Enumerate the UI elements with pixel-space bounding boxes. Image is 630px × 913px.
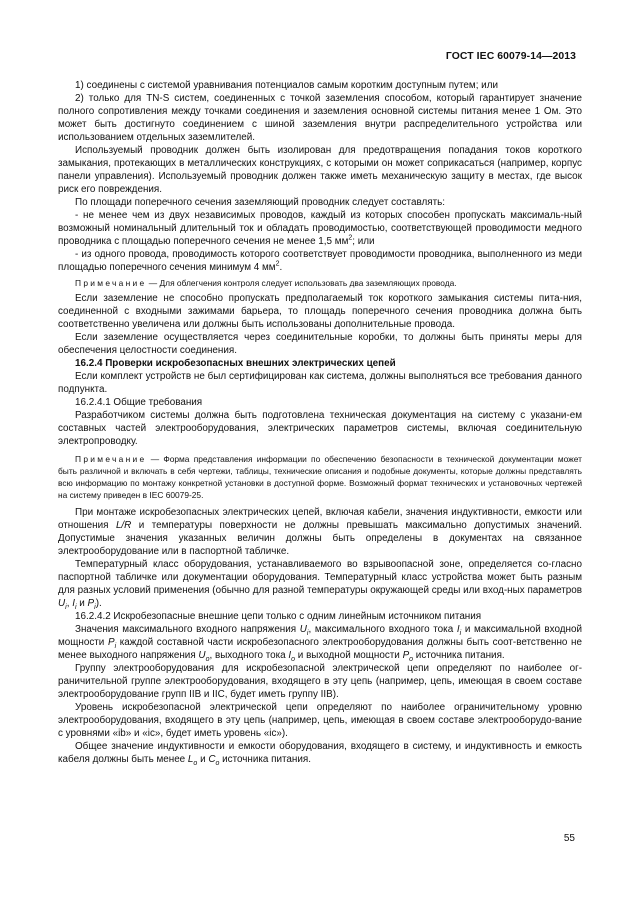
subsection-heading: 16.2.4.1 Общие требования (75, 397, 203, 408)
paragraph: При монтаже искробезопасных электрических цепей, включая кабели, значения индуктивности, емкости или отношения L/R и температуры поверхности не должны превышать максимально допустимых значений. Допустимые значения указанных величин должны быть определены в документах на связанное электрооборудование или в паспортной табличке. (58, 507, 583, 557)
paragraph: 2) только для TN-S систем, соединенных с точкой заземления способом, который гарантирует значение полного сопротивления между точками соединения и заземления основной системы питания менее 1 Ом. Это может быть достигнуто соединением с шиной заземления внутри распределительного устройства или использованием отдельных заземлителей. (58, 93, 582, 143)
paragraph: Используемый проводник должен быть изолирован для предотвращения попадания токов короткого замыкания, протекающих в металлических конструкциях, с которыми он может соприкасаться (например, корпус панели управления). Используемый проводник должен также иметь механическую защиту в местах, где высок риск его повреждения. (58, 145, 582, 195)
note-label: Примечание (75, 278, 147, 288)
note: Примечание — Для облегчения контроля следует использовать два заземляющих провода. (75, 278, 457, 288)
paragraph: Если комплект устройств не был сертифицирован как система, должны выполняться все требования данного подпункта. (58, 371, 582, 395)
list-item: - из одного провода, проводимость которого соответствует проводимости проводника, выполненного из меди площадью поперечного сечения минимум 4 $мм^2$. (58, 249, 582, 273)
list-item: - не менее чем из двух независимых проводов, каждый из которых способен пропускать максималь-ный возможный номинальный длительный ток и обладать проводимостью, соответствующей проводимости медного проводника с площадью поперечного сечения не менее 1,5 $мм^2$; или (58, 210, 582, 247)
paragraph: Группу электрооборудования для искробезопасной электрической цепи определяют по наиболее ог-раничительной группе электрооборудования, входящего в эту цепь (например, цепь, имеющая в своем составе электрооборудование групп IIB и IIC, будет иметь группу IIB). (58, 663, 582, 700)
page-number: 55 (563, 833, 575, 844)
page-body (58, 79, 582, 766)
paragraph: Если заземление не способно пропускать предполагаемый ток короткого замыкания системы пита-ния, соединенной с входными зажимами барьера, то площадь поперечного сечения проводника должна быть соответственно увеличена или должны быть использованы дополнительные провода. (58, 293, 582, 330)
paragraph: Температурный класс оборудования, устанавливаемого во взрывоопасной зоне, определяется со-гласно паспортной табличке или документации оборудования. Температурный класс устройства может быть разным для разных условий применения (обычно для разной температуры окружающей среды или вход-ных параметров $U_i$, $I_i$ и $P_i$). (58, 559, 582, 611)
subsection-heading: 16.2.4.2 Искробезопасные внешние цепи только с одним линейным источником питания (75, 611, 482, 622)
paragraph: По площади поперечного сечения заземляющий проводник следует составлять: (75, 197, 446, 208)
note: Примечание — Форма представления информации по обеспечению безопасности в технической документации может быть различной и включать в себя чертежи, таблицы, технические описания и подобные документы, которые должны представлять всю информацию по монтажу конкретной установки в доступной форме. Возможный формат технических и установочных чертежей на систему приведен в IEC 60079-25. (58, 454, 582, 500)
paragraph: Если заземление осуществляется через соединительные коробки, то должны быть приняты меры для обеспечения целостности соединения. (58, 332, 582, 356)
paragraph: Значения максимального входного напряжения $U_i$, максимального входного тока $I_i$ и максимальной входной мощности $P_i$ каждой составной части искробезопасного электрооборудования должны быть соот-ветственно не менее выходного напряжения $U_o$, выходного тока $I_o$ и выходной мощности $P_o$ источника питания. (58, 624, 583, 663)
paragraph: Общее значение индуктивности и емкости оборудования, входящего в систему, и индуктивность и емкость кабеля должны быть менее $L_o$ и $C_o$ источника питания. (58, 741, 582, 767)
note-label: Примечание (75, 454, 147, 464)
standard-header: ГОСТ IEC 60079-14—2013 (445, 51, 576, 62)
paragraph: Разработчиком системы должна быть подготовлена техническая документация на систему с указани-ем составных частей электрооборудования, электрических параметров системы, включая соединительную электропроводку. (58, 410, 582, 447)
paragraph: Уровень искробезопасной электрической цепи определяют по наиболее ограничительному уровню электрооборудования, входящего в эту цепь (например, цепь, имеющая в своем составе электрооборудо-вание с уровнями «ib» и «ic», будет иметь уровень «ic»). (58, 702, 582, 739)
section-heading: 16.2.4 Проверки искробезопасных внешних электрических цепей (75, 358, 396, 369)
paragraph: 1) соединены с системой уравнивания потенциалов самым коротким доступным путем; или (75, 80, 498, 91)
